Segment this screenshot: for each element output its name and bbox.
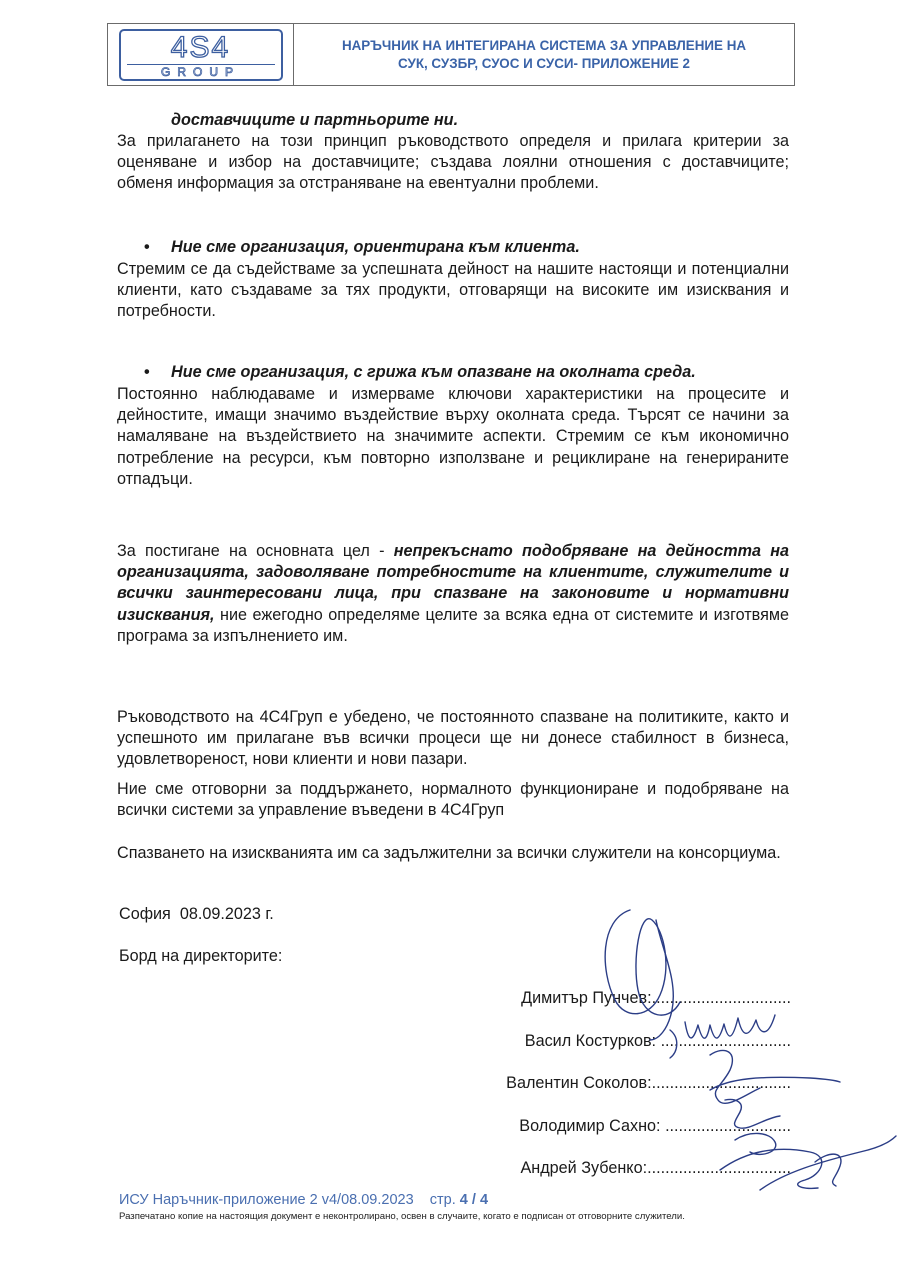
logo-cell	[108, 24, 294, 85]
document-header	[107, 23, 795, 86]
management-paragraph: Ръководството на 4С4Груп е убедено, че постоянното спазване на политиките, както и успешното им прилагане във всички процеси ще ни донесе стабилност в бизнеса, удовлетвореност, нови клиенти и нови пазари.	[117, 708, 789, 769]
suppliers-heading: доставчиците и партньорите ни.	[171, 111, 459, 129]
signature-dots: .............................	[660, 1032, 791, 1050]
environment-heading: Ние сме организация, с грижа към опазване на околната среда.	[171, 363, 696, 381]
footer-document-reference	[119, 1192, 488, 1208]
bullet-icon: •	[144, 363, 150, 381]
environment-paragraph: Постоянно наблюдаваме и измерваме ключови характеристики на процесите и дейностите, имащи значимо въздействие върху околната среда. Търсят се начини за намаляване на въздействието на значимите аспекти. Стремим се към икономично потребление на ресурси, към повторно използване и рециклиране на генерираните отпадъци.	[117, 385, 789, 488]
page-number: 4 / 4	[459, 1192, 489, 1208]
document-title	[294, 24, 794, 85]
title-line-1: НАРЪЧНИК НА ИНТЕГИРАНА СИСТЕМА ЗА УПРАВЛЕНИЕ НА	[341, 37, 747, 53]
signature-dots: ...............................	[651, 989, 791, 1007]
footer-doc-ref: ИСУ Наръчник-приложение 2 v4/08.09.2023 стр.	[119, 1192, 460, 1208]
signature-stroke	[685, 1015, 775, 1038]
handwritten-signatures	[560, 890, 900, 1210]
compliance-paragraph: Спазването на изискванията им са задължителни за всички служители на консорциума.	[117, 844, 781, 862]
signatory-name: Володимир Сахно:	[519, 1117, 666, 1135]
signature-stroke	[735, 1133, 776, 1154]
client-paragraph: Стремим се да съдействаме за успешната дейност на нашите настоящи и потенциални клиенти, като създаваме за тях продукти, отговарящи на високите им изисквания и потребности.	[117, 260, 789, 321]
signature-stroke	[605, 910, 680, 1015]
client-bullet-line	[144, 237, 580, 258]
signatory-name: Димитър Пунчев:	[521, 989, 652, 1007]
board-label: Борд на директорите:	[119, 947, 283, 965]
signature-stroke	[725, 1100, 780, 1129]
signature-stroke	[710, 1077, 840, 1090]
signature-dots: ............................	[665, 1117, 791, 1135]
suppliers-paragraph: За прилагането на този принцип ръководството определя и прилага критерии за оценяване и избор на доставчиците; създава лоялни отношения с доставчиците; обменя информация за отстраняване на евентуални проблеми.	[117, 132, 789, 193]
signatory-name: Андрей Зубенко:	[520, 1159, 648, 1177]
signatory-name: Васил Костурков:	[524, 1032, 661, 1050]
client-heading: Ние сме организация, ориентирана към клиента.	[171, 238, 580, 256]
title-line-2: СУК, СУЗБР, СУОС И СУСИ- ПРИЛОЖЕНИЕ 2	[398, 55, 690, 71]
goal-text-end: ние ежегодно определяме целите за всяка една от системите и изготвяме програма за изпълнението им.	[117, 605, 789, 645]
signature-stroke	[710, 1050, 760, 1103]
goal-paragraph	[117, 541, 789, 647]
goal-text-start: За постигане на основната цел -	[117, 542, 394, 560]
bullet-icon: •	[144, 238, 150, 256]
logo-top-text: 4S4	[170, 30, 231, 64]
signature-dots: ...............................	[651, 1074, 791, 1092]
environment-bullet-line	[144, 362, 696, 383]
signatory-name: Валентин Соколов:	[506, 1074, 652, 1092]
signature-dots: ................................	[647, 1159, 791, 1177]
signature-stroke	[760, 1136, 896, 1190]
goal-text-bold: непрекъснато подобряване на дейността на организацията, задоволяване потребностите на клиентите, служителите и всички заинтересовани лица, при спазване на законовите и нормативни изисквания,	[117, 542, 789, 624]
company-logo	[119, 29, 283, 81]
date-line: София 08.09.2023 г.	[119, 905, 274, 923]
logo-bottom-text: GROUP	[160, 64, 240, 79]
signature-stroke	[670, 1030, 677, 1058]
footer-disclaimer: Разпечатано копие на настоящия документ е неконтролирано, освен в случаите, когато е подписан от отговорните служители.	[119, 1211, 685, 1222]
responsibility-paragraph: Ние сме отговорни за поддържането, нормалното функциониране и подобряване на всички системи за управление въведени в 4С4Груп	[117, 780, 789, 820]
